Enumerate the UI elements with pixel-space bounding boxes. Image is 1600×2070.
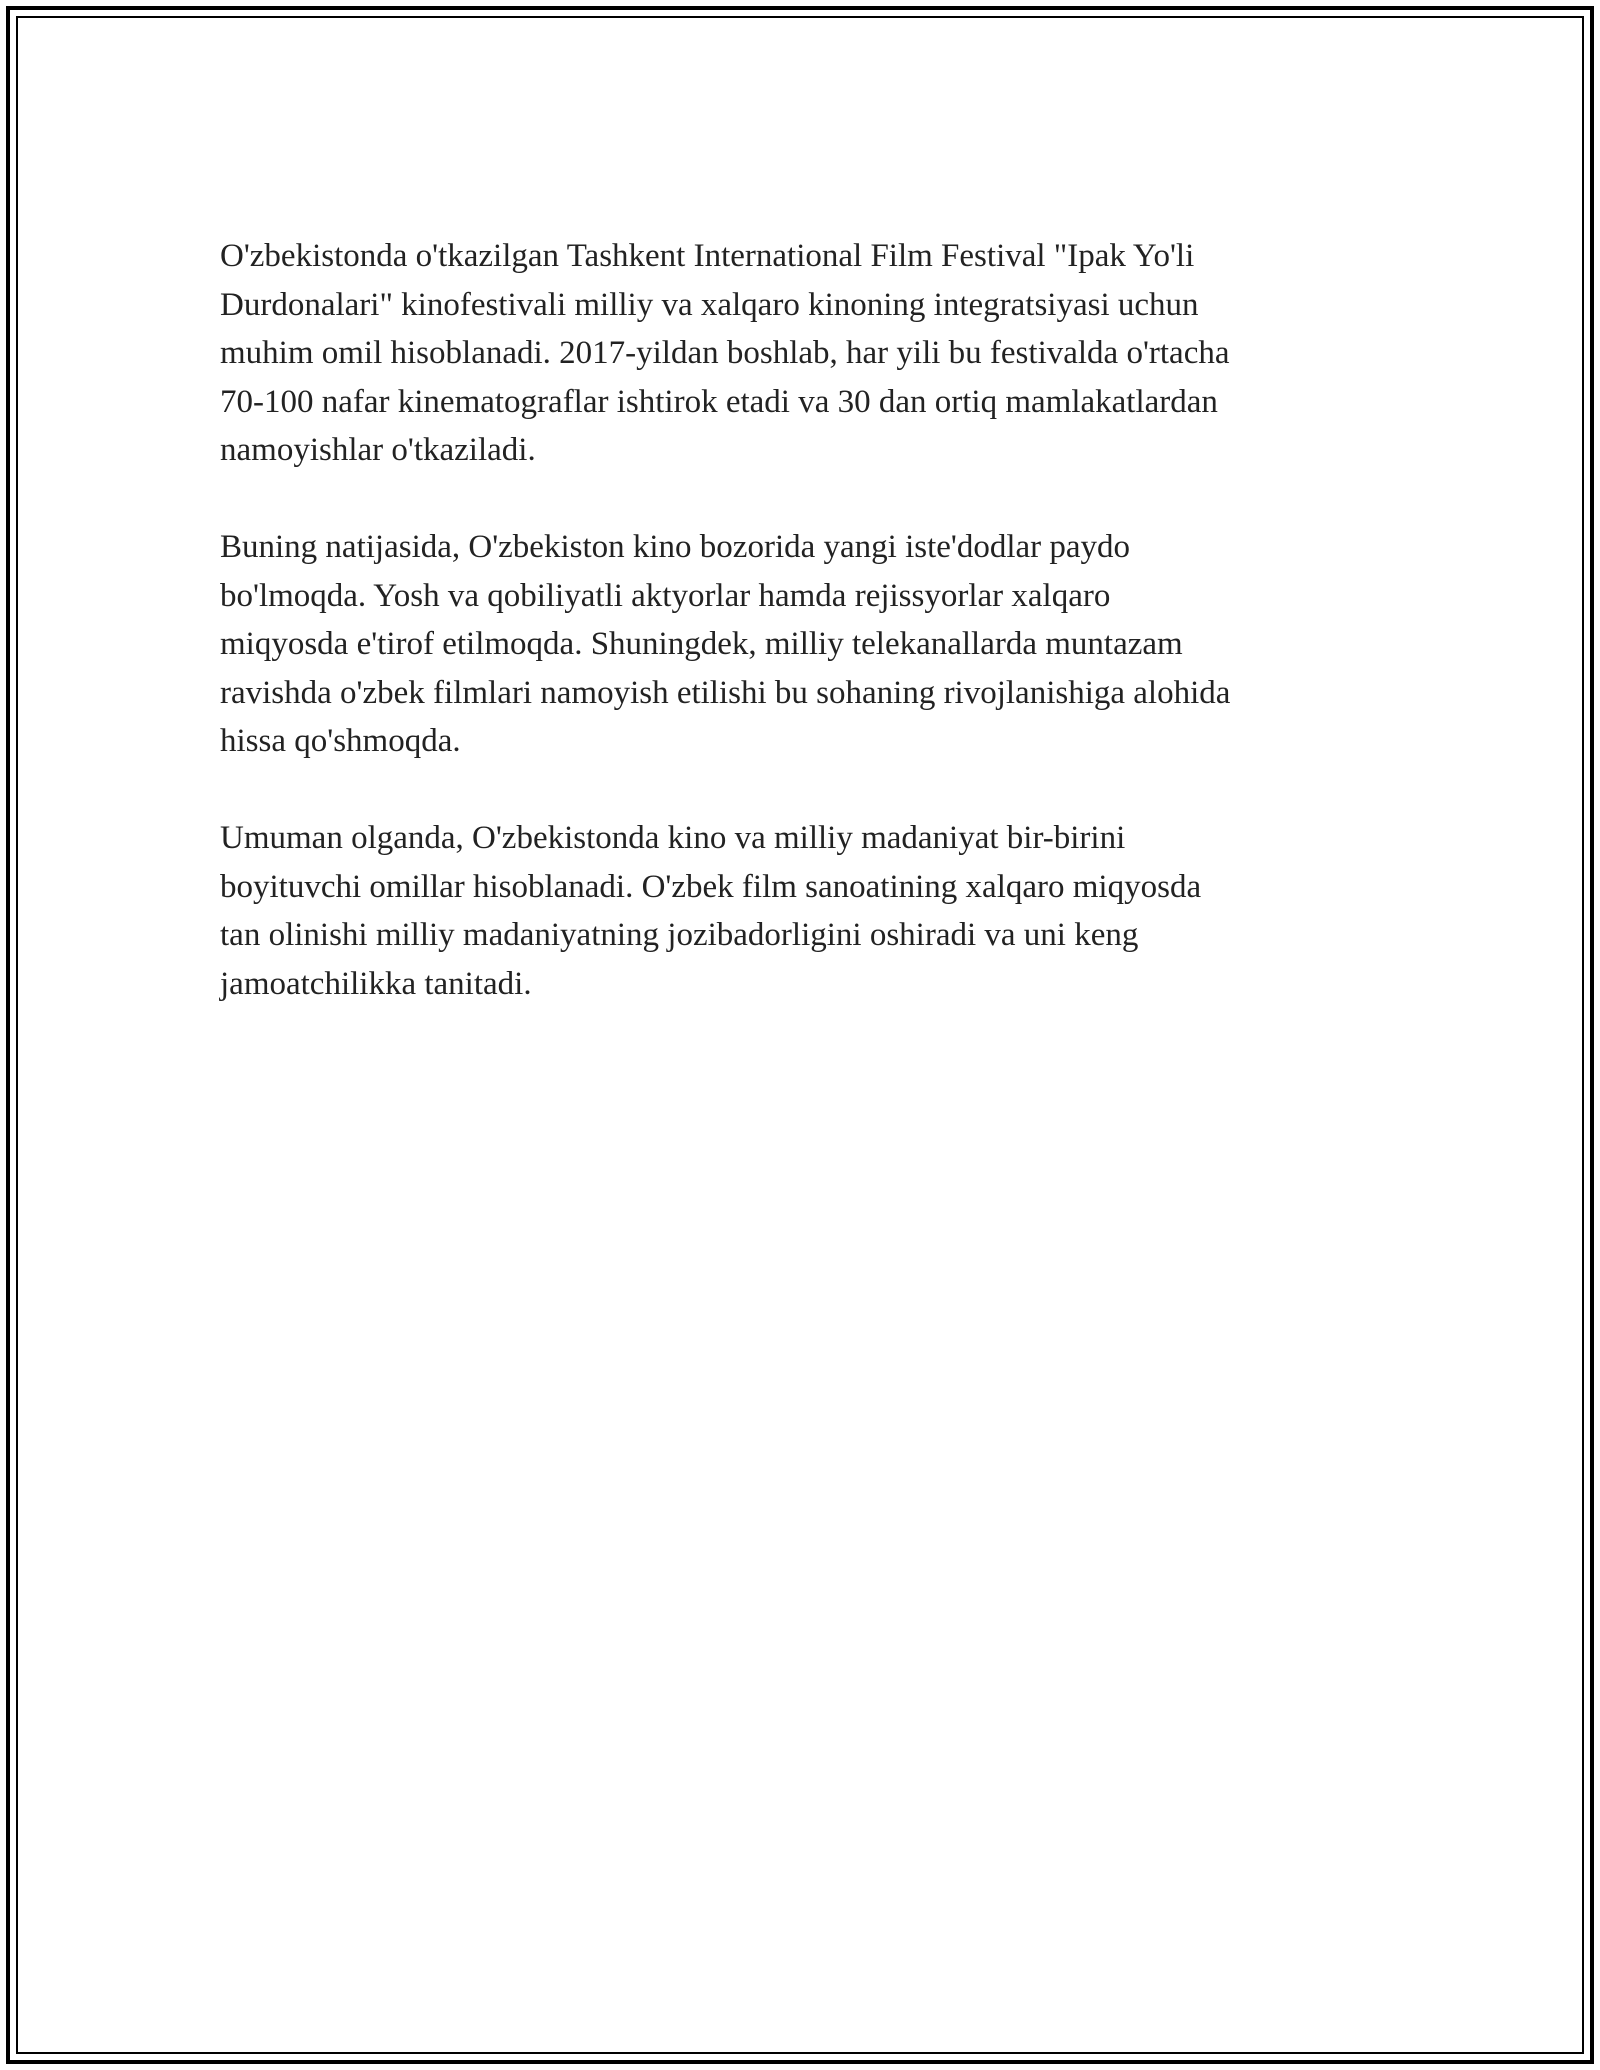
- paragraph-conclusion: [220, 814, 1370, 1008]
- paragraph-talents: [220, 523, 1370, 766]
- text-line: 70-100 nafar kinematograflar ishtirok etadi va 30 dan ortiq mamlakatlardan: [220, 383, 1218, 420]
- text-line: tan olinishi milliy madaniyatning jozibadorligini oshiradi va uni keng: [220, 917, 1139, 953]
- text-line: hissa qo'shmoqda.: [220, 723, 461, 759]
- text-line: muhim omil hisoblanadi. 2017-yildan boshlab, har yili bu festivalda o'rtacha: [220, 335, 1230, 371]
- text-line: jamoatchilikka tanitadi.: [220, 965, 532, 1002]
- text-line: namoyishlar o'tkaziladi.: [220, 432, 536, 468]
- paragraph-festival: [220, 232, 1370, 475]
- text-line: bo'lmoqda. Yosh va qobiliyatli aktyorlar hamda rejissyorlar xalqaro: [220, 577, 1111, 614]
- text-line: boyituvchi omillar hisoblanadi. O'zbek film sanoatining xalqaro miqyosda: [220, 868, 1202, 905]
- text-line: Umuman olganda, O'zbekistonda kino va milliy madaniyat bir-birini: [220, 820, 1126, 856]
- text-line: miqyosda e'tirof etilmoqda. Shuningdek, milliy telekanallarda muntazam: [220, 626, 1183, 662]
- text-line: ravishda o'zbek filmlari namoyish etilishi bu sohaning rivojlanishiga alohida: [220, 674, 1231, 711]
- document-body: [220, 232, 1370, 1057]
- text-line: Durdonalari" kinofestivali milliy va xalqaro kinoning integratsiyasi uchun: [220, 286, 1199, 323]
- text-line: Buning natijasida, O'zbekiston kino bozorida yangi iste'dodlar paydo: [220, 529, 1131, 565]
- text-line: O'zbekistonda o'tkazilgan Tashkent International Film Festival "Ipak Yo'li: [220, 238, 1195, 274]
